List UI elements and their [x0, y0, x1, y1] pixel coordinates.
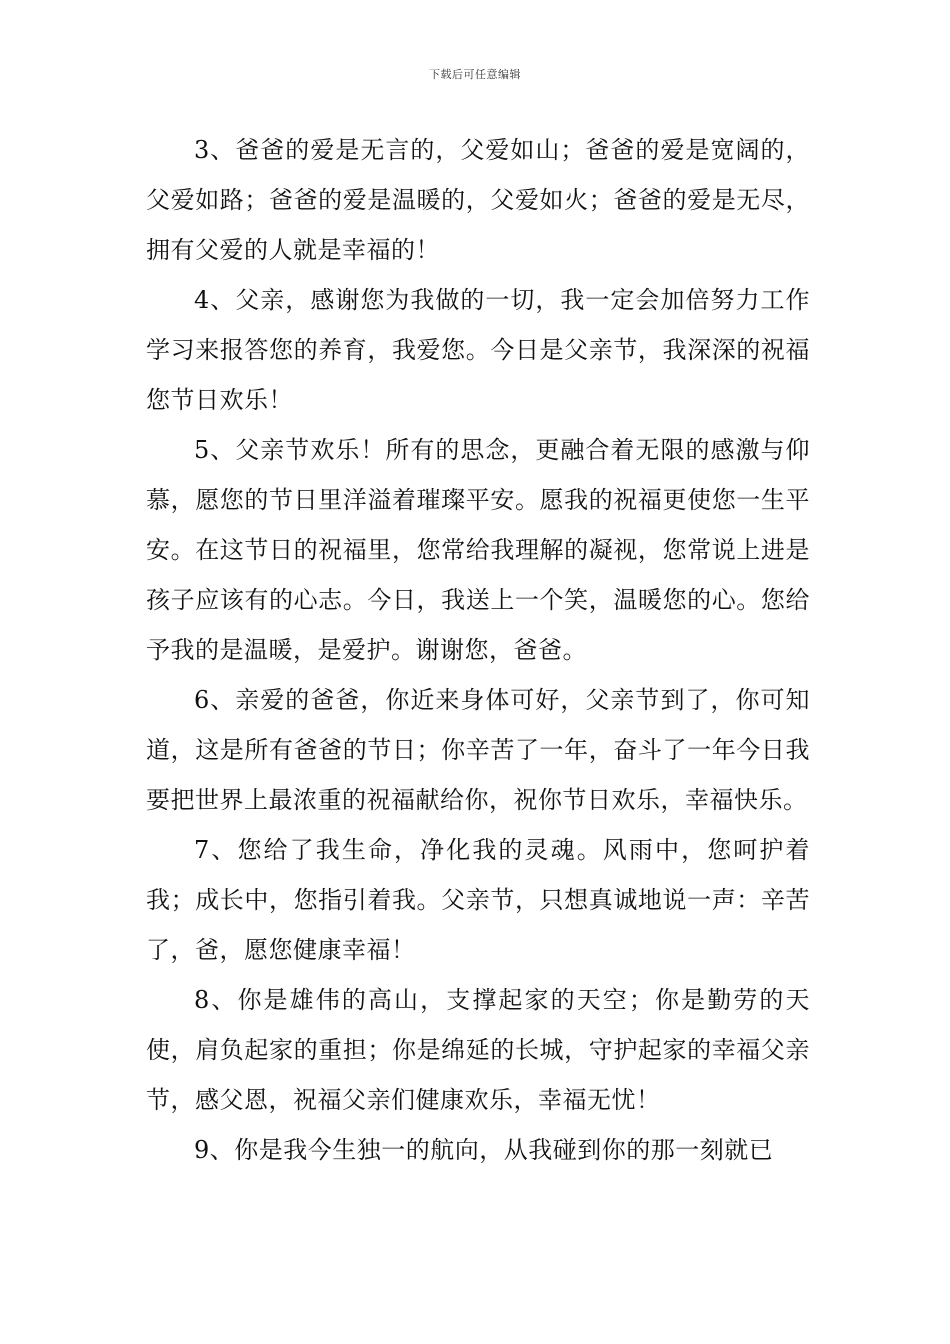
- paragraph-7: 7、您给了我生命，净化我的灵魂。风雨中，您呵护着我；成长中，您指引着我。父亲节，只想真诚地说一声：辛苦了，爸，愿您健康幸福！: [146, 836, 810, 964]
- page-header: 下载后可任意编辑: [429, 68, 521, 81]
- paragraph-6: 6、亲爱的爸爸，你近来身体可好，父亲节到了，你可知道，这是所有爸爸的节日；你辛苦了一年，奋斗了一年今日我要把世界上最浓重的祝福献给你，祝你节日欢乐，幸福快乐。: [146, 686, 810, 814]
- paragraph-8: 8、你是雄伟的高山，支撑起家的天空；你是勤劳的天使，肩负起家的重担；你是绵延的长城，守护起家的幸福父亲节，感父恩，祝福父亲们健康欢乐，幸福无忧！: [146, 986, 810, 1114]
- document-body: [146, 125, 810, 1175]
- paragraph-5: 5、父亲节欢乐！所有的思念，更融合着无限的感激与仰慕，愿您的节日里洋溢着璀璨平安。愿我的祝福更使您一生平安。在这节日的祝福里，您常给我理解的凝视，您常说上进是孩子应该有的心志。今日，我送上一个笑，温暖您的心。您给予我的是温暖，是爱护。谢谢您，爸爸。: [146, 436, 810, 664]
- paragraph-3: 3、爸爸的爱是无言的，父爱如山；爸爸的爱是宽阔的，父爱如路；爸爸的爱是温暖的，父爱如火；爸爸的爱是无尽，拥有父爱的人就是幸福的！: [146, 136, 810, 264]
- paragraph-9: 9、你是我今生独一的航向，从我碰到你的那一刻就已: [194, 1136, 774, 1164]
- paragraph-4: 4、父亲，感谢您为我做的一切，我一定会加倍努力工作学习来报答您的养育，我爱您。今日是父亲节，我深深的祝福您节日欢乐！: [146, 286, 810, 414]
